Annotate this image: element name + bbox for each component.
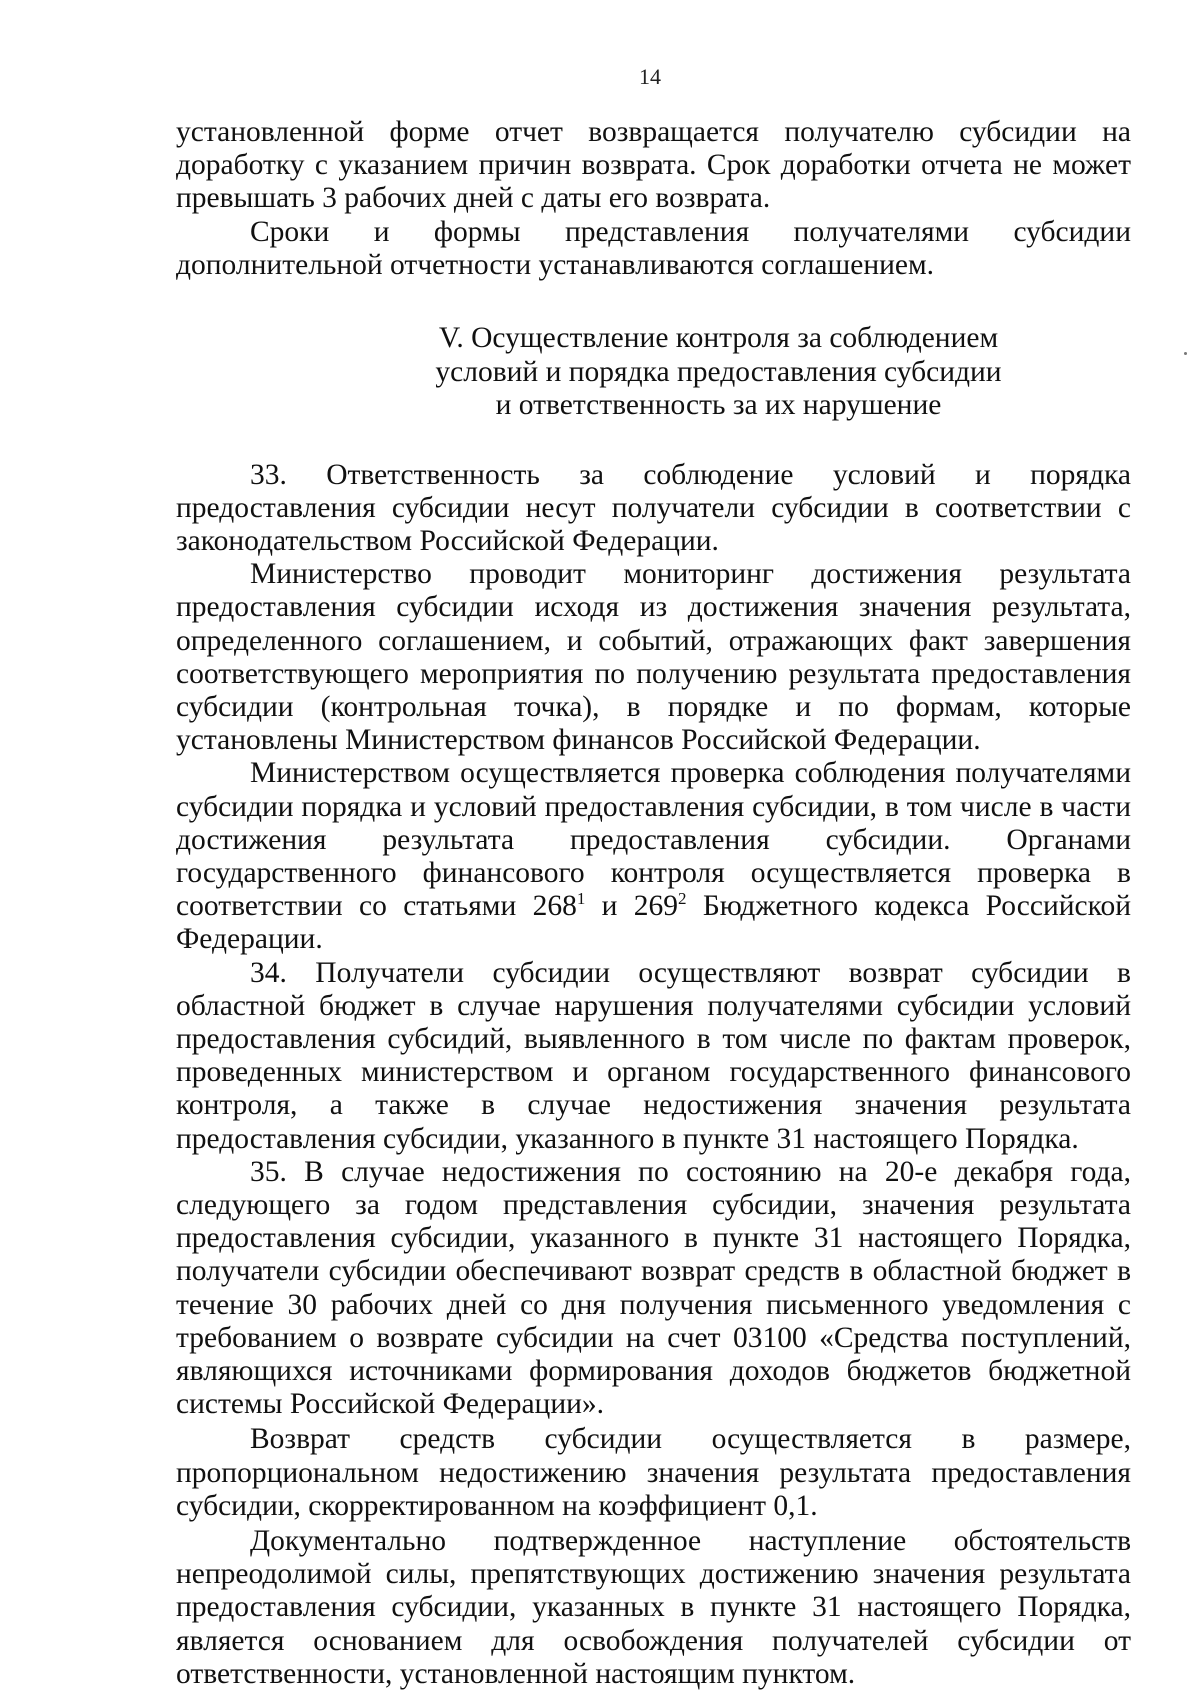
section-heading xyxy=(176,322,1131,423)
paragraph-additional-reporting: Сроки и формы представления получателями субсидии дополнительной отчетности устанавливаются соглашением. xyxy=(176,215,1131,281)
section-heading-line-1: V. Осуществление контроля за соблюдением xyxy=(438,322,999,355)
paragraph-35: 35. В случае недостижения по состоянию на 20-е декабря года, следующего за годом представления субсидии, значения результата предоставления субсидии, указанного в пункте 31 настоящего Порядка, получатели субсидии обеспечивают возврат средств в областной бюджет в течение 30 рабочих дней со дня получения письменного уведомления с требованием о возврате субсидии на счет 03100 «Средства поступлений, являющихся источниками формирования доходов бюджетов бюджетной системы Российской Федерации». xyxy=(176,1155,1131,1421)
paragraph-34: 34. Получатели субсидии осуществляют возврат субсидии в областной бюджет в случае нарушения получателями субсидии условий предоставления субсидий, выявленного в том числе по фактам проверок, проведенных министерством и органом государственного финансового контроля, а также в случае недостижения значения результата предоставления субсидии, указанного в пункте 31 настоящего Порядка. xyxy=(176,956,1131,1155)
document-body xyxy=(176,116,1131,1691)
inspection-text-1: Министерством осуществляется проверка соблюдения получателями субсидии порядка и условий предоставления субсидии, в том числе в части достижения результата предоставления субсидии. Органами государственного финансового контроля осуществляется проверка в соответствии со статьями 268 xyxy=(176,757,1131,923)
article-268-superscript: 1 xyxy=(576,889,586,909)
section-heading-line-2: условий и порядка предоставления субсидии xyxy=(435,355,1002,388)
inspection-text-2: и 269 xyxy=(585,890,679,923)
paragraph-inspection xyxy=(176,757,1131,956)
inspection-text-3: Бюджетного кодекса Российской Федерации. xyxy=(176,890,1132,956)
page-number: 14 xyxy=(639,64,661,89)
paragraph-33: 33. Ответственность за соблюдение условий и порядка предоставления субсидии несут получатели субсидии в соответствии с законодательством Российской Федерации. xyxy=(176,458,1131,557)
paragraph-monitoring: Министерство проводит мониторинг достижения результата предоставления субсидии исходя из достижения значения результата, определенного соглашением, и событий, отражающих факт завершения соответствующего мероприятия по получению результата предоставления субсидии (контрольная точка), в порядке и по формам, которые установлены Министерством финансов Российской Федерации. xyxy=(176,558,1131,757)
section-heading-line-3: и ответственность за их нарушение xyxy=(495,389,942,422)
paragraph-refund-size: Возврат средств субсидии осуществляется в размере, пропорциональном недостижению значения результата предоставления субсидии, скорректированном на коэффициент 0,1. xyxy=(176,1423,1131,1522)
scan-speck xyxy=(1184,352,1187,355)
paragraph-report-return: установленной форме отчет возвращается получателю субсидии на доработку с указанием причин возврата. Срок доработки отчета не может превышать 3 рабочих дней с даты его возврата. xyxy=(176,116,1131,215)
article-269-superscript: 2 xyxy=(678,889,687,909)
paragraph-force-majeure: Документально подтвержденное наступление обстоятельств непреодолимой силы, препятствующих достижению значения результата предоставления субсидии, указанных в пункте 31 настоящего Порядка, является основанием для освобождения получателей субсидии от ответственности, установленной настоящим пунктом. xyxy=(176,1525,1131,1690)
